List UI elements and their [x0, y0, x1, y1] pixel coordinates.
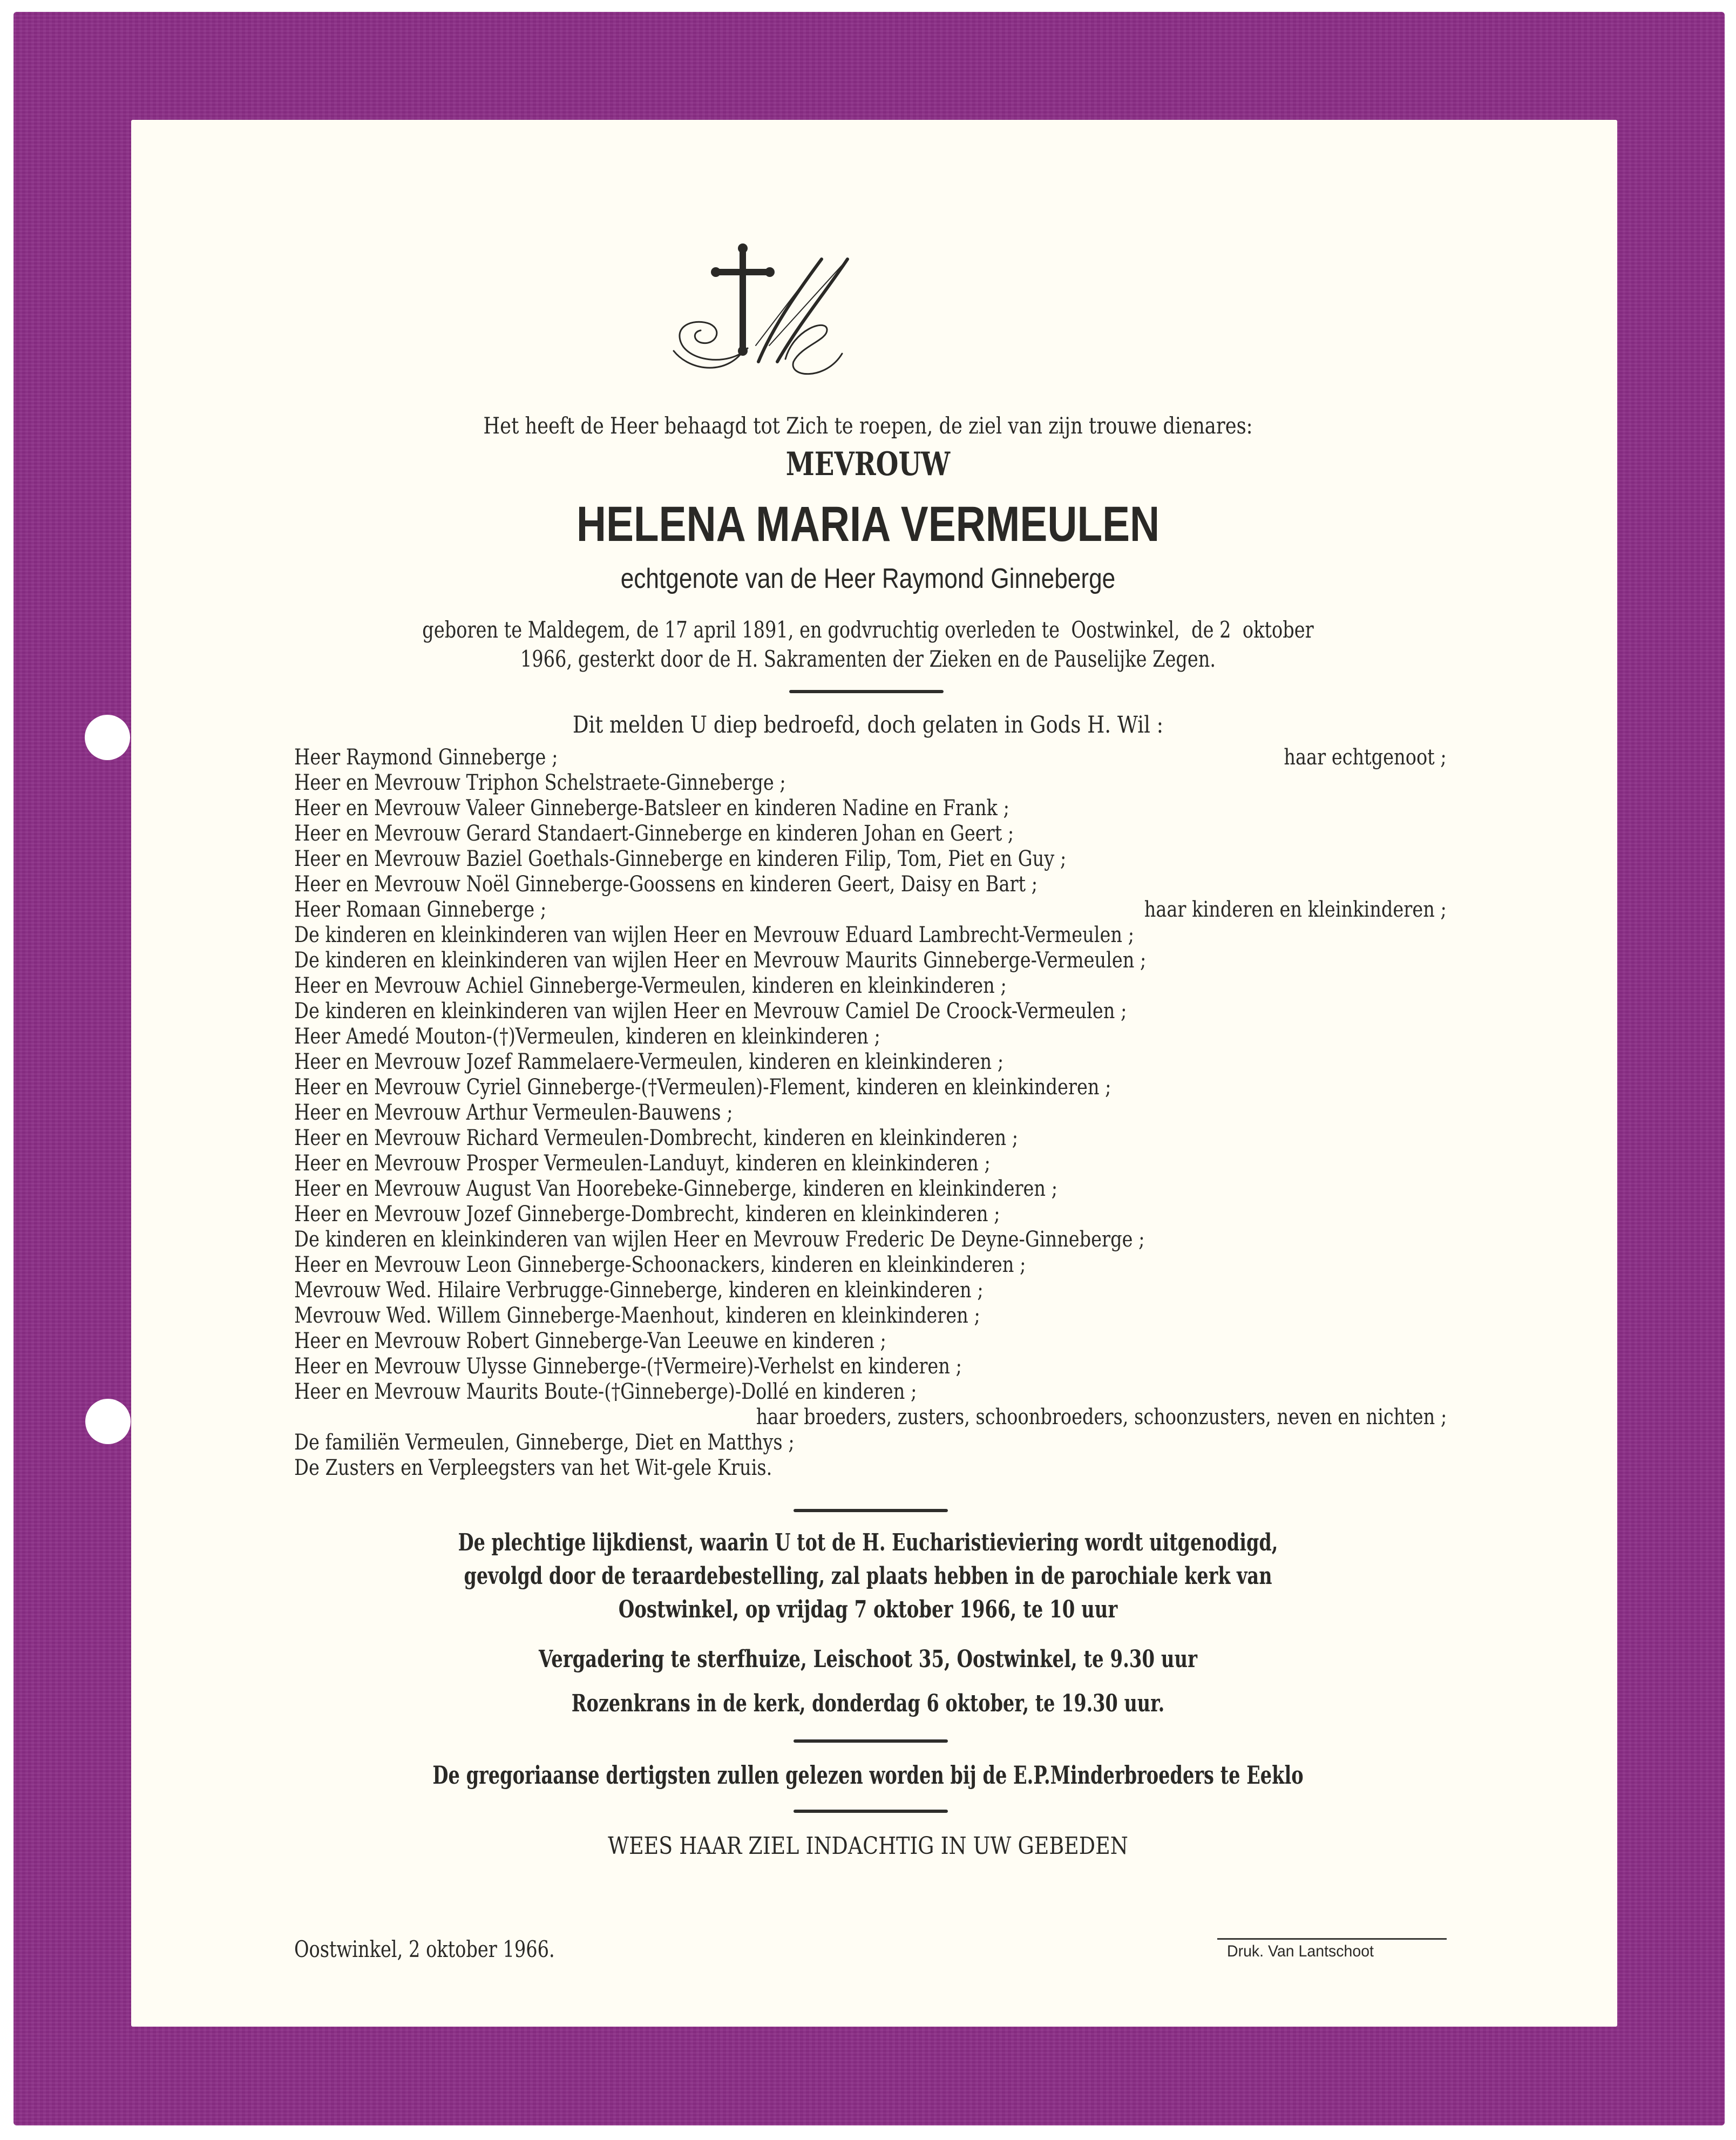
deceased-name: HELENA MARIA VERMEULEN	[576, 497, 1160, 552]
place-date: Oostwinkel, 2 oktober 1966.	[294, 1936, 555, 1962]
printer-rule	[1217, 1938, 1447, 1940]
mourner-line: Heer en Mevrouw Baziel Goethals-Ginneberge en kinderen Filip, Tom, Piet en Guy ;	[294, 846, 1067, 871]
mourner-line: Heer en Mevrouw Richard Vermeulen-Dombrecht, kinderen en kleinkinderen ;	[294, 1126, 1019, 1150]
divider-1	[789, 690, 944, 693]
mourner-line: Heer en Mevrouw Cyriel Ginneberge-(†Vermeulen)-Flement, kinderen en kleinkinderen ;	[294, 1075, 1111, 1100]
mourner-line: Heer en Mevrouw Leon Ginneberge-Schoonackers, kinderen en kleinkinderen ;	[294, 1252, 1026, 1277]
printer-mark: Druk. Van Lantschoot	[1227, 1942, 1374, 1960]
divider-2	[794, 1509, 948, 1512]
birth-death-line-1: geboren te Maldegem, de 17 april 1891, en godvruchtig overleden te Oostwinkel, de 2 oktober	[422, 617, 1314, 643]
mourner-line: Heer en Mevrouw Jozef Rammelaere-Vermeulen, kinderen en kleinkinderen ;	[294, 1049, 1004, 1074]
cross-monogram-m-icon	[664, 238, 869, 378]
spouse-line: echtgenote van de Heer Raymond Ginneberge	[620, 563, 1116, 594]
punch-hole-top	[85, 715, 130, 760]
intro-text: Het heeft de Heer behaagd tot Zich te roepen, de ziel van zijn trouwe dienares:	[483, 412, 1253, 439]
service-line-2: gevolgd door de teraardebestelling, zal plaats hebben in de parochiale kerk van	[464, 1562, 1272, 1590]
mourner-line: Heer en Mevrouw August Van Hoorebeke-Ginneberge, kinderen en kleinkinderen ;	[294, 1176, 1058, 1201]
punch-hole-bottom	[85, 1399, 131, 1444]
relation-label: haar broeders, zusters, schoonbroeders, schoonzusters, neven en nichten ;	[756, 1405, 1447, 1430]
mourner-line: De kinderen en kleinkinderen van wijlen Heer en Mevrouw Eduard Lambrecht-Vermeulen ;	[294, 923, 1135, 947]
mourner-line: Heer en Mevrouw Valeer Ginneberge-Batsleer en kinderen Nadine en Frank ;	[294, 796, 1009, 821]
mourner-line: De kinderen en kleinkinderen van wijlen Heer en Mevrouw Maurits Ginneberge-Vermeulen ;	[294, 948, 1147, 973]
divider-4	[794, 1810, 948, 1813]
mourner-line: Heer en Mevrouw Achiel Ginneberge-Vermeulen, kinderen en kleinkinderen ;	[294, 973, 1007, 998]
mourner-line: Heer en Mevrouw Ulysse Ginneberge-(†Vermeire)-Verhelst en kinderen ;	[294, 1354, 962, 1379]
mourner-line: Mevrouw Wed. Hilaire Verbrugge-Ginneberge, kinderen en kleinkinderen ;	[294, 1278, 984, 1303]
honorific-title: MEVROUW	[785, 445, 951, 483]
mourner-line: Heer en Mevrouw Robert Ginneberge-Van Leeuwe en kinderen ;	[294, 1329, 886, 1353]
mourner-line: De kinderen en kleinkinderen van wijlen Heer en Mevrouw Camiel De Croock-Vermeulen ;	[294, 999, 1127, 1024]
mourner-line: Heer Romaan Ginneberge ;	[294, 897, 547, 922]
mourner-line: Heer en Mevrouw Prosper Vermeulen-Landuyt, kinderen en kleinkinderen ;	[294, 1151, 991, 1176]
service-line-1: De plechtige lijkdienst, waarin U tot de H. Eucharistieviering wordt uitgenodigd,	[458, 1529, 1278, 1556]
mourner-line: Heer en Mevrouw Gerard Standaert-Ginneberge en kinderen Johan en Geert ;	[294, 821, 1014, 846]
service-line-3: Oostwinkel, op vrijdag 7 oktober 1966, te 10 uur	[618, 1596, 1118, 1623]
mourner-line: Heer en Mevrouw Arthur Vermeulen-Bauwens ;	[294, 1100, 733, 1125]
mourner-line: De kinderen en kleinkinderen van wijlen Heer en Mevrouw Frederic De Deyne-Ginneberge ;	[294, 1227, 1145, 1252]
mourner-line: Heer Amedé Mouton-(†)Vermeulen, kinderen en kleinkinderen ;	[294, 1024, 880, 1049]
mourner-line: De Zusters en Verpleegsters van het Wit-gele Kruis.	[294, 1455, 772, 1480]
mourner-line: Heer en Mevrouw Maurits Boute-(†Ginneberge)-Dollé en kinderen ;	[294, 1379, 917, 1404]
birth-death-line-2: 1966, gesterkt door de H. Sakramenten der Zieken en de Pauselijke Zegen.	[520, 646, 1216, 672]
relation-label: haar echtgenoot ;	[1284, 745, 1447, 770]
gregorian-masses-line: De gregoriaanse dertigsten zullen gelezen worden bij de E.P.Minderbroeders te Eeklo	[432, 1760, 1304, 1790]
mourner-line: Heer en Mevrouw Noël Ginneberge-Goossens en kinderen Geert, Daisy en Bart ;	[294, 872, 1038, 897]
mourner-line: Heer en Mevrouw Jozef Ginneberge-Dombrecht, kinderen en kleinkinderen ;	[294, 1202, 1000, 1227]
relation-label: haar kinderen en kleinkinderen ;	[1144, 897, 1447, 922]
gathering-line: Vergadering te sterfhuize, Leischoot 35, Oostwinkel, te 9.30 uur	[539, 1645, 1197, 1673]
divider-3	[794, 1739, 948, 1743]
mourner-line: De familiën Vermeulen, Ginneberge, Diet en Matthys ;	[294, 1430, 795, 1455]
mourner-line: Heer Raymond Ginneberge ;	[294, 745, 558, 770]
rosary-line: Rozenkrans in de kerk, donderdag 6 oktober, te 19.30 uur.	[571, 1690, 1165, 1717]
mourner-line: Mevrouw Wed. Willem Ginneberge-Maenhout, kinderen en kleinkinderen ;	[294, 1303, 980, 1328]
announcement-intro: Dit melden U diep bedroefd, doch gelaten in Gods H. Wil :	[572, 712, 1164, 739]
prayer-line: WEES HAAR ZIEL INDACHTIG IN UW GEBEDEN	[608, 1832, 1128, 1860]
mourner-line: Heer en Mevrouw Triphon Schelstraete-Ginneberge ;	[294, 770, 786, 795]
